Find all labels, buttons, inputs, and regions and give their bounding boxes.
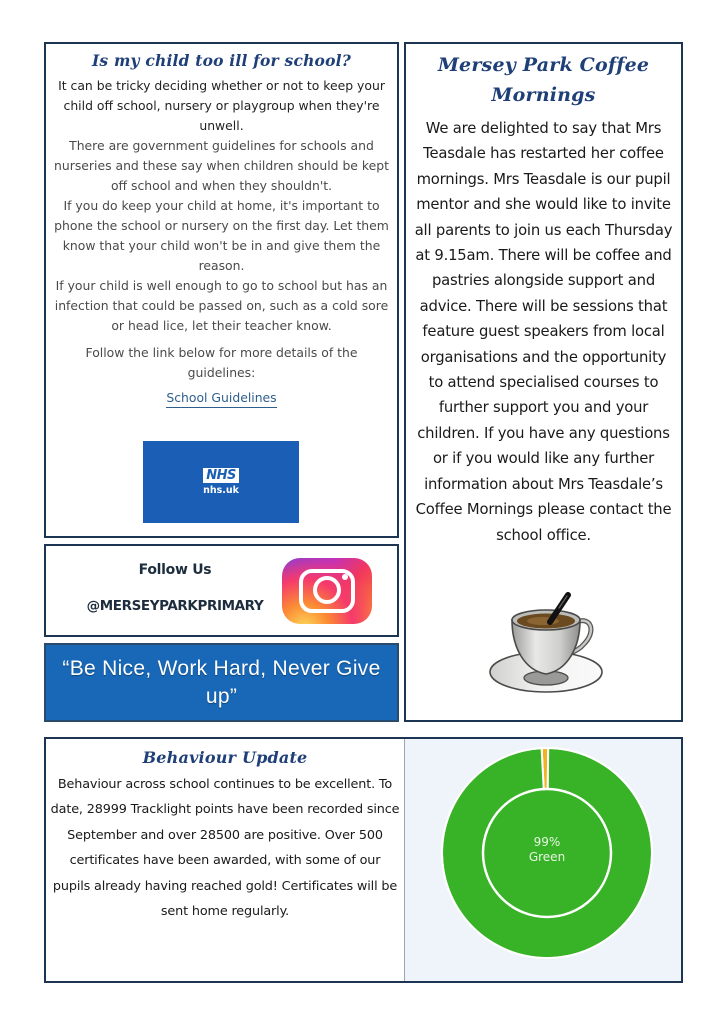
nhs-badge: NHS xyxy=(203,468,239,483)
follow-us-label: Follow Us xyxy=(138,562,212,578)
behaviour-title: Behaviour Update xyxy=(142,748,308,767)
donut-center-label: Green xyxy=(528,850,566,864)
behaviour-donut-chart xyxy=(405,739,682,981)
illness-lead-text: It can be tricky deciding whether or not to keep your child off school, nursery or playgroup when they're unwell. xyxy=(58,78,385,133)
coffee-mornings-section xyxy=(404,42,683,722)
behaviour-text-panel xyxy=(46,739,404,981)
donut-center-value: 99% xyxy=(533,835,561,849)
illness-paragraph: There are government guidelines for schools and nurseries and these say when children should be kept off school and when they shouldn't. xyxy=(54,138,389,193)
instagram-dot xyxy=(342,574,348,580)
motto-banner xyxy=(44,643,399,722)
follow-link-text: Follow the link below for more details of the guidelines: xyxy=(85,345,358,380)
illness-paragraph: If your child is well enough to go to school but has an infection that could be passed on, such as a cold sore or head lice, let their teacher know. xyxy=(54,278,389,333)
coffee-cup-icon xyxy=(488,592,608,697)
illness-title: Is my child too ill for school? xyxy=(91,51,352,70)
social-section xyxy=(44,544,399,637)
school-guidelines-link[interactable]: School Guidelines xyxy=(166,389,276,408)
nhs-url-text: nhs.uk xyxy=(203,485,239,496)
instagram-icon[interactable] xyxy=(282,558,372,624)
illness-section xyxy=(44,42,399,538)
behaviour-section xyxy=(44,737,683,983)
behaviour-chart-panel xyxy=(404,739,681,981)
nhs-logo[interactable] xyxy=(143,441,299,523)
behaviour-body-text: Behaviour across school continues to be excellent. To date, 28999 Tracklight points have been recorded since September and over 28500 are positive. Over 500 certificates have been awarded, with some of our pupils already having reached gold! Certificates will be sent home regularly. xyxy=(50,777,400,920)
coffee-title: Mersey Park Coffee Mornings xyxy=(437,54,650,106)
instagram-handle[interactable]: @MERSEYPARKPRIMARY xyxy=(86,598,264,614)
coffee-body-text: We are delighted to say that Mrs Teasdale has restarted her coffee mornings. Mrs Teasdale is our pupil mentor and she would like to invite all parents to join us each Thursday at 9.15am. There will be coffee and pastries alongside support and advice. There will be sessions that feature guest speakers from local organisations and the opportunity to attend specialised courses to further support you and your children. If you have any questions or if you would like any further information about Mrs Teasdale’s Coffee Mornings please contact the school office. xyxy=(414,120,673,544)
illness-paragraph: If you do keep your child at home, it's important to phone the school or nursery on the first day. Let them know that your child won't be in and give them the reason. xyxy=(54,198,389,273)
instagram-lens xyxy=(313,576,341,604)
motto-text: “Be Nice, Work Hard, Never Give up” xyxy=(62,656,381,708)
